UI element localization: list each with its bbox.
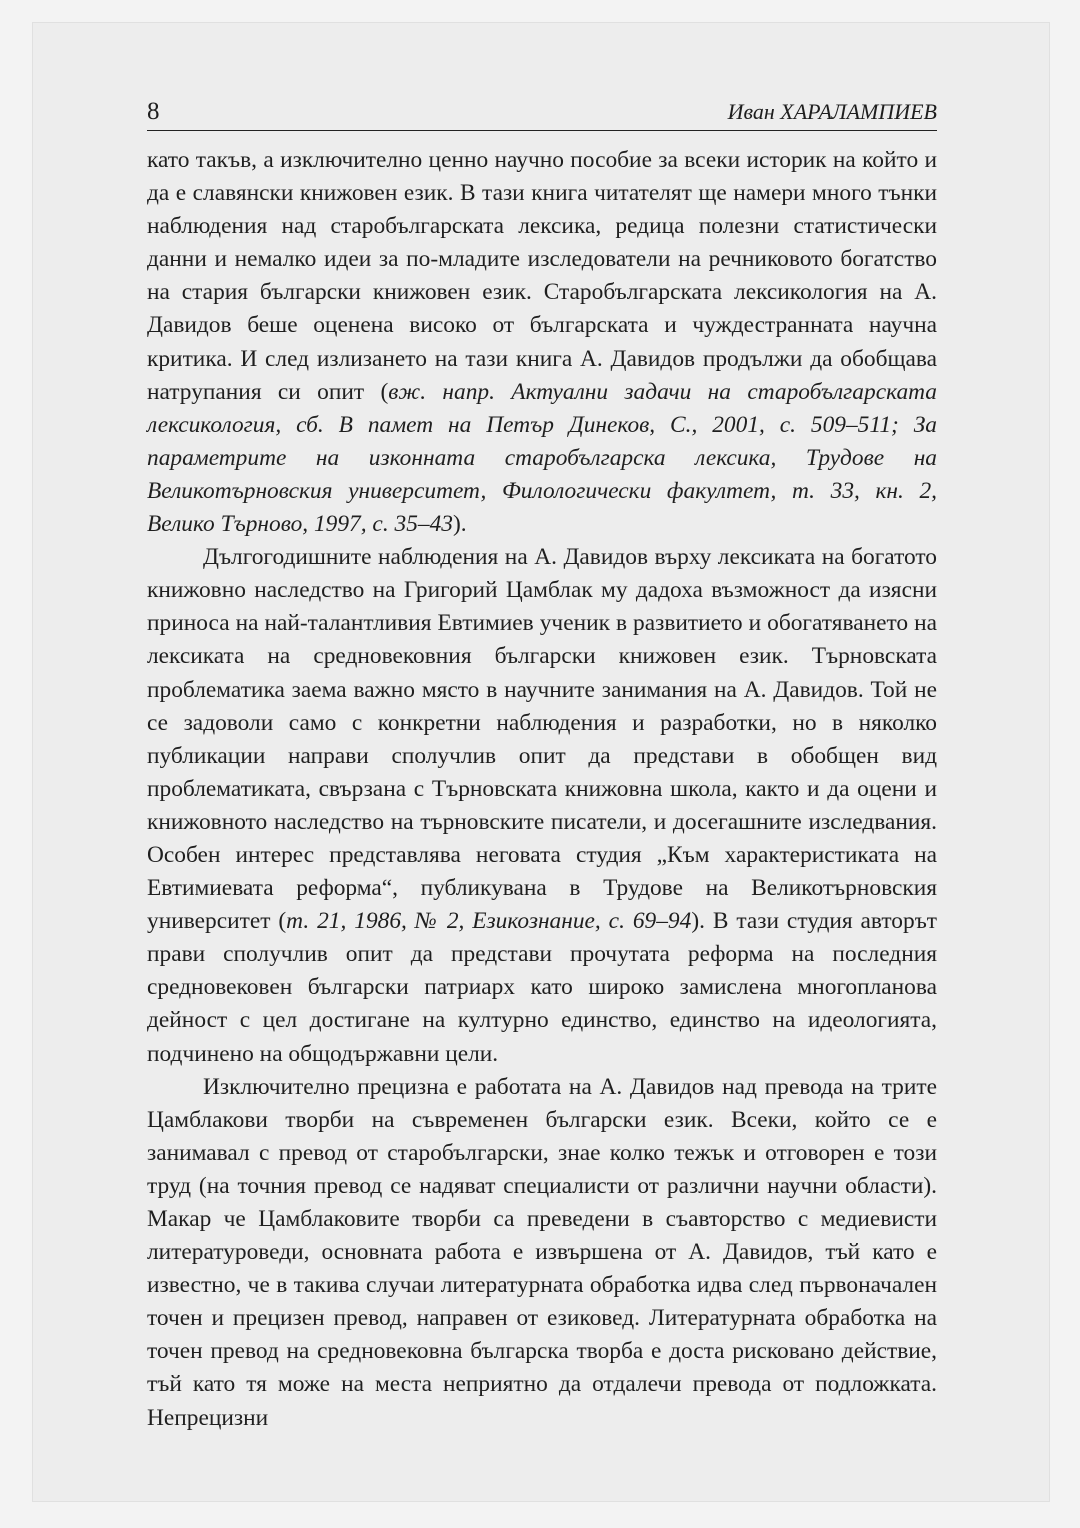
paragraph-3: Изключително прецизна е работата на А. Давидов над превода на трите Цамблакови творби на съвременен български език. Всеки, който се е занимавал с превод от старобългарски, знае колко тежък и отговорен е този труд (на точния превод се надяват специалисти от различни научни области). Макар че Цамблаковите творби са преведени в съавторство с медиевисти литературоведи, основната работа е извършена от А. Давидов, тъй като е известно, че в такива случаи литературната обработка идва след първоначален точен и прецизен превод, направен от езиковед. Литературната обработка на точен превод на средновековна българска творба е доста рисковано действие, тъй като тя може на места неприятно да отдалечи превода от подложката. Непрецизни bbox=[147, 1073, 937, 1431]
paragraph-2-end: ). В тази студия авторът прави сполучлив опит да представи прочутата реформа на последния средновековен български патриарх като широко замислена многопланова дейност с цел достигане на културно единство, единство на идеологията, подчинено на общодържавни цели. bbox=[147, 908, 938, 1067]
page-number: 8 bbox=[147, 98, 160, 125]
paragraph-1-citation: вж. напр. Актуални задачи на старобългарската лексикология, сб. В памет на Петър Динеков, С., 2001, с. 509–511; За параметрите на изконната старобългарска лексика, Трудове на Великотърновския университет, Филологически факултет, т. 33, кн. 2, Велико Търново, 1997, с. 35–43 bbox=[147, 378, 938, 538]
paragraph-1-end: ). bbox=[453, 511, 467, 538]
running-head: Иван ХАРАЛАМПИЕВ bbox=[727, 99, 937, 124]
paragraph-2-text: Дългогодишните наблюдения на А. Давидов върху лексиката на богатото книжовно наследство на Григорий Цамблак му дадоха възможност да изясни приноса на най-талантливия Евтимиев ученик в развитието и обогатяването на лексиката на средновековния български книжовен език. Търновската проблематика заема важно място в научните занимания на А. Давидов. Той не се задоволи само с конкретни наблюдения и разработки, но в няколко публикации направи сполучлив опит да представи в обобщен вид проблематиката, свързана с Търновската книжовна школа, както и да оцени и книжовното наследство на търновските писатели, и досегашните изследвания. Особен интерес представлява неговата студия „Към характеристиката на Евтимиевата реформа“, публикувана в Трудове на Великотърновския университет ( bbox=[147, 544, 937, 935]
paragraph-2 bbox=[147, 541, 937, 1071]
page-header bbox=[147, 94, 937, 131]
paragraph-2-citation: т. 21, 1986, № 2, Езикознание, с. 69–94 bbox=[286, 908, 692, 935]
body-text bbox=[147, 144, 937, 1435]
paragraph-1-text: като такъв, а изключително ценно научно пособие за всеки историк на който и да е славянски книжовен език. В тази книга читателят ще намери много тънки наблюдения над старобългарската лексика, редица полезни статистически данни и немалко идеи за по-младите изследователи на речниковото богатство на стария български книжовен език. Старобългарската лексикология на А. Давидов беше оценена високо от българската и чуждестранната научна критика. И след излизането на тази книга А. Давидов продължи да обобщава натрупания си опит ( bbox=[147, 147, 937, 405]
paragraph-1 bbox=[147, 144, 937, 541]
